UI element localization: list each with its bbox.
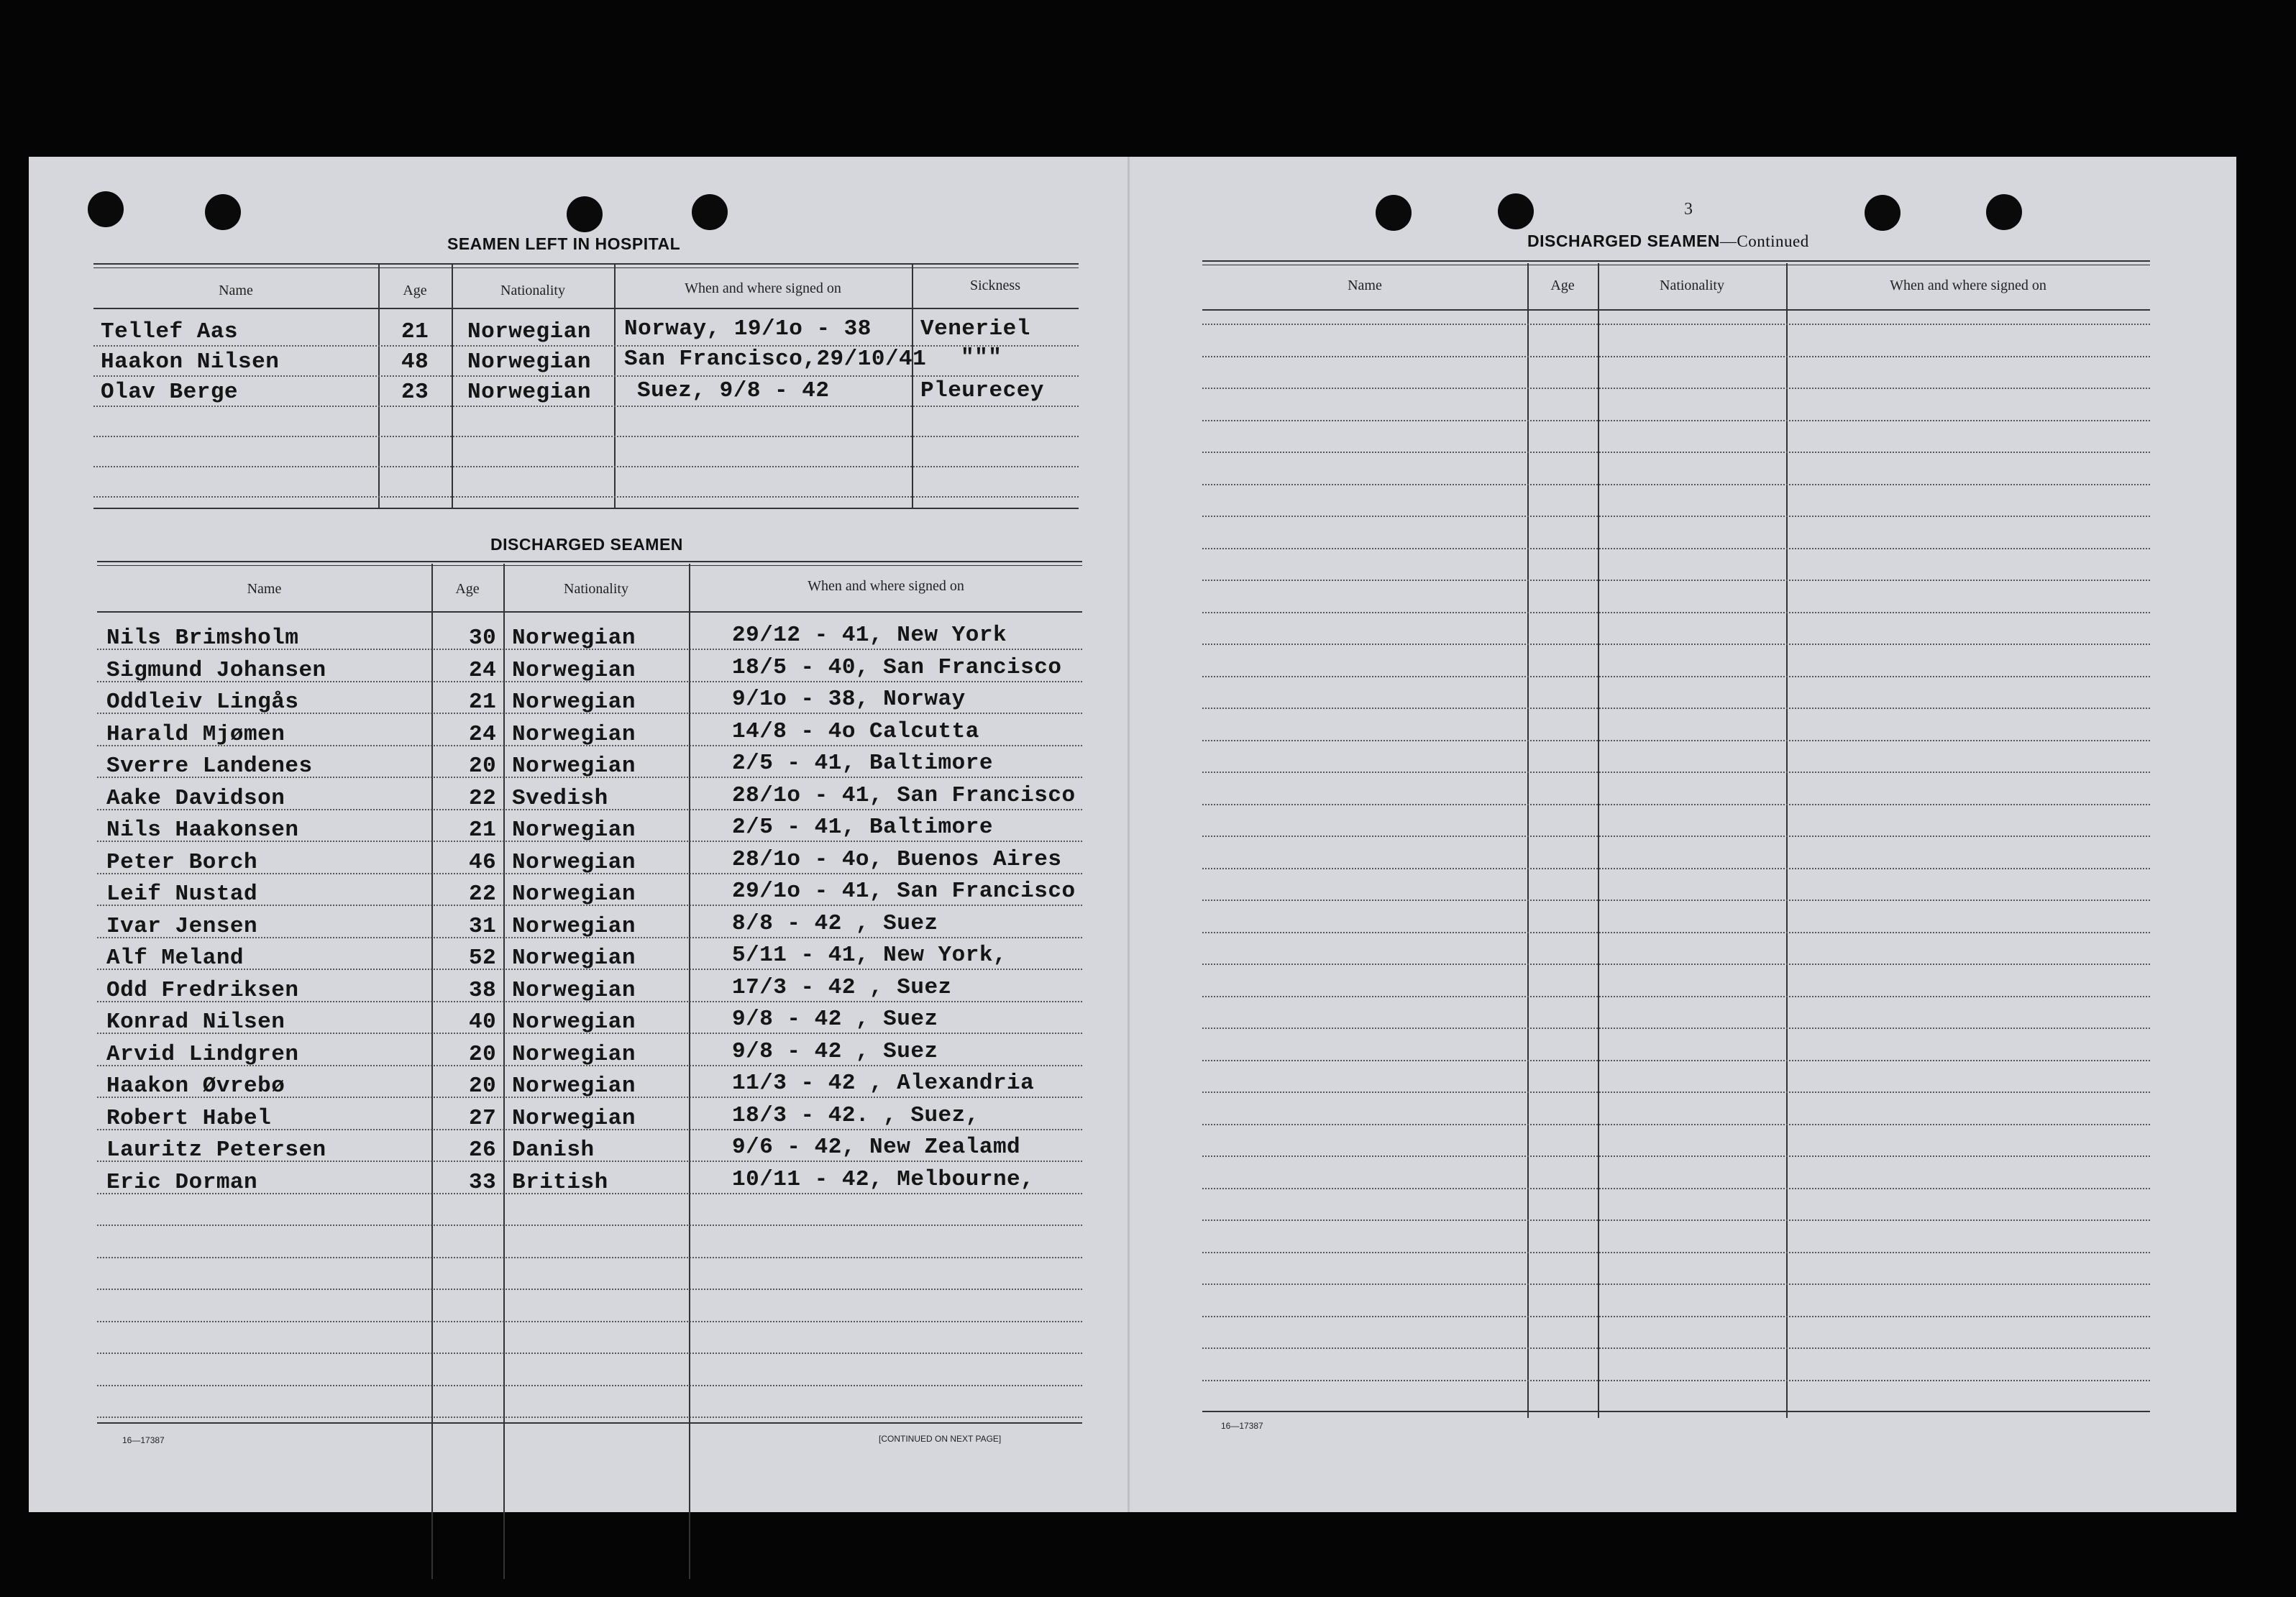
rule xyxy=(97,1422,1082,1424)
row-signed: 18/3 - 42. , Suez, xyxy=(732,1103,979,1128)
row-signed: 2/5 - 41, Baltimore xyxy=(732,815,993,840)
row-nationality: Norwegian xyxy=(512,1074,636,1099)
row-signed: 9/8 - 42 , Suez xyxy=(732,1007,938,1032)
row-signed: 28/1o - 41, San Francisco xyxy=(732,783,1076,808)
row-name: Harald Mjømen xyxy=(106,722,285,747)
row-name: Arvid Lindgren xyxy=(106,1042,299,1067)
hospital-header-age: Age xyxy=(403,283,427,298)
row-age: 21 xyxy=(469,690,497,715)
row-line xyxy=(97,1417,1082,1418)
row-nationality: Norwegian xyxy=(512,1042,636,1067)
row-signed: 9/6 - 42, New Zealamd xyxy=(732,1135,1021,1160)
rule xyxy=(1202,260,2150,262)
row-nationality: Norwegian xyxy=(512,978,636,1003)
column-divider xyxy=(378,265,380,509)
row-signed: 9/1o - 38, Norway xyxy=(732,687,966,712)
row-line xyxy=(1202,964,2150,965)
row-name: Alf Meland xyxy=(106,946,244,971)
row-age: 20 xyxy=(469,1074,497,1099)
row-line xyxy=(97,1289,1082,1290)
row-line xyxy=(93,345,1079,347)
row-name: Sverre Landenes xyxy=(106,754,313,779)
row-signed: 14/8 - 4o Calcutta xyxy=(732,719,979,744)
row-age: 22 xyxy=(469,786,497,811)
rule xyxy=(93,308,1079,309)
row-nationality: Norwegian xyxy=(512,1010,636,1035)
column-divider xyxy=(503,564,505,1579)
row-age: 23 xyxy=(401,380,429,405)
row-age: 21 xyxy=(401,319,429,344)
row-nationality: Norwegian xyxy=(512,882,636,907)
row-signed: 2/5 - 41, Baltimore xyxy=(732,751,993,776)
row-nationality: Norwegian xyxy=(512,626,636,651)
row-name: Sigmund Johansen xyxy=(106,658,326,683)
row-line xyxy=(1202,1188,2150,1189)
row-age: 38 xyxy=(469,978,497,1003)
row-signed: 11/3 - 42 , Alexandria xyxy=(732,1071,1035,1096)
row-signed: 29/1o - 41, San Francisco xyxy=(732,879,1076,904)
row-name: Oddleiv Lingås xyxy=(106,690,299,715)
row-name: Olav Berge xyxy=(101,380,239,405)
row-line xyxy=(1202,932,2150,933)
row-age: 26 xyxy=(469,1138,497,1163)
row-age: 33 xyxy=(469,1170,497,1195)
row-nationality: Norwegian xyxy=(512,850,636,875)
row-line xyxy=(1202,996,2150,997)
column-divider xyxy=(452,265,453,509)
row-age: 22 xyxy=(469,882,497,907)
row-line xyxy=(1202,1380,2150,1381)
punch-hole xyxy=(567,196,603,232)
row-line xyxy=(1202,484,2150,485)
row-line xyxy=(93,496,1079,498)
row-age: 24 xyxy=(469,658,497,683)
page-number: 3 xyxy=(1684,200,1693,219)
row-line xyxy=(1202,1124,2150,1125)
row-line xyxy=(1202,548,2150,549)
discharged-header-signed: When and where signed on xyxy=(808,578,964,594)
row-signed: 9/8 - 42 , Suez xyxy=(732,1039,938,1064)
row-line xyxy=(97,1257,1082,1258)
row-nationality: British xyxy=(512,1170,608,1195)
hospital-header-signed: When and where signed on xyxy=(685,280,841,296)
row-age: 40 xyxy=(469,1010,497,1035)
rule xyxy=(97,611,1082,613)
row-line xyxy=(1202,1156,2150,1157)
row-age: 52 xyxy=(469,946,497,971)
row-line xyxy=(1202,356,2150,357)
row-line xyxy=(97,1385,1082,1386)
hospital-header-name: Name xyxy=(219,283,253,298)
row-nationality: Norwegian xyxy=(512,946,636,971)
row-name: Peter Borch xyxy=(106,850,258,875)
row-line xyxy=(93,466,1079,467)
row-name: Nils Haakonsen xyxy=(106,818,299,843)
row-name: Eric Dorman xyxy=(106,1170,258,1195)
row-nationality: Norwegian xyxy=(512,690,636,715)
row-age: 24 xyxy=(469,722,497,747)
row-line xyxy=(1202,1028,2150,1029)
punch-hole xyxy=(88,191,124,227)
row-line xyxy=(1202,708,2150,709)
rule xyxy=(93,508,1079,509)
row-line xyxy=(1202,1316,2150,1317)
row-nationality: Norwegian xyxy=(512,818,636,843)
row-name: Haakon Øvrebø xyxy=(106,1074,285,1099)
row-line xyxy=(1202,676,2150,677)
discharged-header-nationality: Nationality xyxy=(564,581,628,597)
row-nationality: Norwegian xyxy=(512,722,636,747)
row-line xyxy=(1202,612,2150,613)
row-age: 30 xyxy=(469,626,497,651)
punch-hole xyxy=(1865,195,1901,231)
row-name: Aake Davidson xyxy=(106,786,285,811)
hospital-header-sickness: Sickness xyxy=(970,278,1020,293)
row-line xyxy=(97,1353,1082,1354)
row-name: Konrad Nilsen xyxy=(106,1010,285,1035)
row-line xyxy=(1202,868,2150,869)
page-fold xyxy=(1128,157,1130,1512)
rule xyxy=(93,263,1079,265)
row-age: 46 xyxy=(469,850,497,875)
column-divider xyxy=(912,265,913,509)
row-line xyxy=(1202,644,2150,645)
row-line xyxy=(1202,452,2150,453)
row-signed: Suez, 9/8 - 42 xyxy=(637,378,830,403)
row-nationality: Norwegian xyxy=(467,349,591,375)
row-name: Robert Habel xyxy=(106,1106,272,1131)
column-divider xyxy=(1786,263,1788,1418)
continued-title-main: DISCHARGED SEAMEN xyxy=(1527,232,1720,250)
row-line xyxy=(97,1225,1082,1226)
rule xyxy=(1202,1411,2150,1412)
continued-header-signed: When and where signed on xyxy=(1890,278,2046,293)
punch-hole xyxy=(1376,195,1412,231)
column-divider xyxy=(1598,263,1599,1418)
row-line xyxy=(1202,516,2150,517)
row-line xyxy=(1202,1092,2150,1093)
continued-title xyxy=(1527,232,1809,251)
row-sickness: Veneriel xyxy=(920,316,1030,342)
row-age: 20 xyxy=(469,1042,497,1067)
row-nationality: Norwegian xyxy=(512,658,636,683)
row-age: 31 xyxy=(469,914,497,939)
rule xyxy=(97,565,1082,566)
row-sickness: """ xyxy=(961,345,1002,370)
row-line xyxy=(1202,420,2150,421)
row-line xyxy=(1202,580,2150,581)
continued-title-suffix: —Continued xyxy=(1719,232,1809,250)
row-signed: 17/3 - 42 , Suez xyxy=(732,975,952,1000)
rule xyxy=(97,561,1082,562)
row-nationality: Danish xyxy=(512,1138,595,1163)
row-line xyxy=(93,436,1079,437)
punch-hole xyxy=(1986,194,2022,230)
row-name: Haakon Nilsen xyxy=(101,349,280,375)
column-divider xyxy=(431,564,433,1579)
row-name: Ivar Jensen xyxy=(106,914,258,939)
column-divider xyxy=(1527,263,1529,1418)
row-line xyxy=(1202,836,2150,837)
continued-note: [CONTINUED ON NEXT PAGE] xyxy=(879,1434,1002,1444)
continued-header-age: Age xyxy=(1550,278,1575,293)
row-name: Nils Brimsholm xyxy=(106,626,299,651)
row-line xyxy=(1202,1220,2150,1221)
row-name: Lauritz Petersen xyxy=(106,1138,326,1163)
row-signed: 28/1o - 4o, Buenos Aires xyxy=(732,847,1062,872)
row-age: 48 xyxy=(401,349,429,375)
punch-hole xyxy=(692,194,728,230)
rule xyxy=(1202,309,2150,311)
row-line xyxy=(93,375,1079,377)
row-line xyxy=(1202,740,2150,741)
row-signed: San Francisco,29/10/41 xyxy=(624,347,927,372)
punch-hole xyxy=(1498,193,1534,229)
discharged-header-age: Age xyxy=(455,581,480,597)
rule xyxy=(93,267,1079,268)
row-nationality: Svedish xyxy=(512,786,608,811)
row-line xyxy=(1202,1060,2150,1061)
row-signed: 8/8 - 42 , Suez xyxy=(732,911,938,936)
row-nationality: Norwegian xyxy=(467,380,591,405)
continued-header-nationality: Nationality xyxy=(1660,278,1724,293)
hospital-title: SEAMEN LEFT IN HOSPITAL xyxy=(447,234,681,253)
row-name: Odd Fredriksen xyxy=(106,978,299,1003)
row-line xyxy=(1202,1347,2150,1349)
column-divider xyxy=(689,564,690,1579)
punch-hole xyxy=(205,194,241,230)
row-name: Leif Nustad xyxy=(106,882,258,907)
row-signed: 10/11 - 42, Melbourne, xyxy=(732,1167,1035,1192)
row-signed: 5/11 - 41, New York, xyxy=(732,943,1007,968)
continued-header-name: Name xyxy=(1348,278,1382,293)
row-age: 20 xyxy=(469,754,497,779)
row-nationality: Norwegian xyxy=(512,914,636,939)
row-line xyxy=(97,1321,1082,1322)
discharged-title: DISCHARGED SEAMEN xyxy=(490,535,683,554)
row-age: 21 xyxy=(469,818,497,843)
row-line xyxy=(93,406,1079,407)
row-signed: Norway, 19/1o - 38 xyxy=(624,316,872,342)
row-nationality: Norwegian xyxy=(467,319,591,344)
row-nationality: Norwegian xyxy=(512,1106,636,1131)
row-line xyxy=(1202,1283,2150,1285)
row-name: Tellef Aas xyxy=(101,319,239,344)
row-line xyxy=(1202,388,2150,389)
row-signed: 29/12 - 41, New York xyxy=(732,623,1007,648)
row-line xyxy=(1202,772,2150,773)
hospital-header-nationality: Nationality xyxy=(500,283,565,298)
row-line xyxy=(1202,1252,2150,1253)
form-code: 16—17387 xyxy=(122,1435,165,1445)
form-code-right: 16—17387 xyxy=(1221,1421,1263,1431)
row-line xyxy=(1202,804,2150,805)
row-nationality: Norwegian xyxy=(512,754,636,779)
document-page xyxy=(29,157,2236,1512)
column-divider xyxy=(614,265,616,509)
row-line xyxy=(1202,900,2150,901)
row-sickness: Pleurecey xyxy=(920,378,1044,403)
row-age: 27 xyxy=(469,1106,497,1131)
row-line xyxy=(1202,324,2150,325)
discharged-header-name: Name xyxy=(247,581,282,597)
row-signed: 18/5 - 40, San Francisco xyxy=(732,655,1062,680)
